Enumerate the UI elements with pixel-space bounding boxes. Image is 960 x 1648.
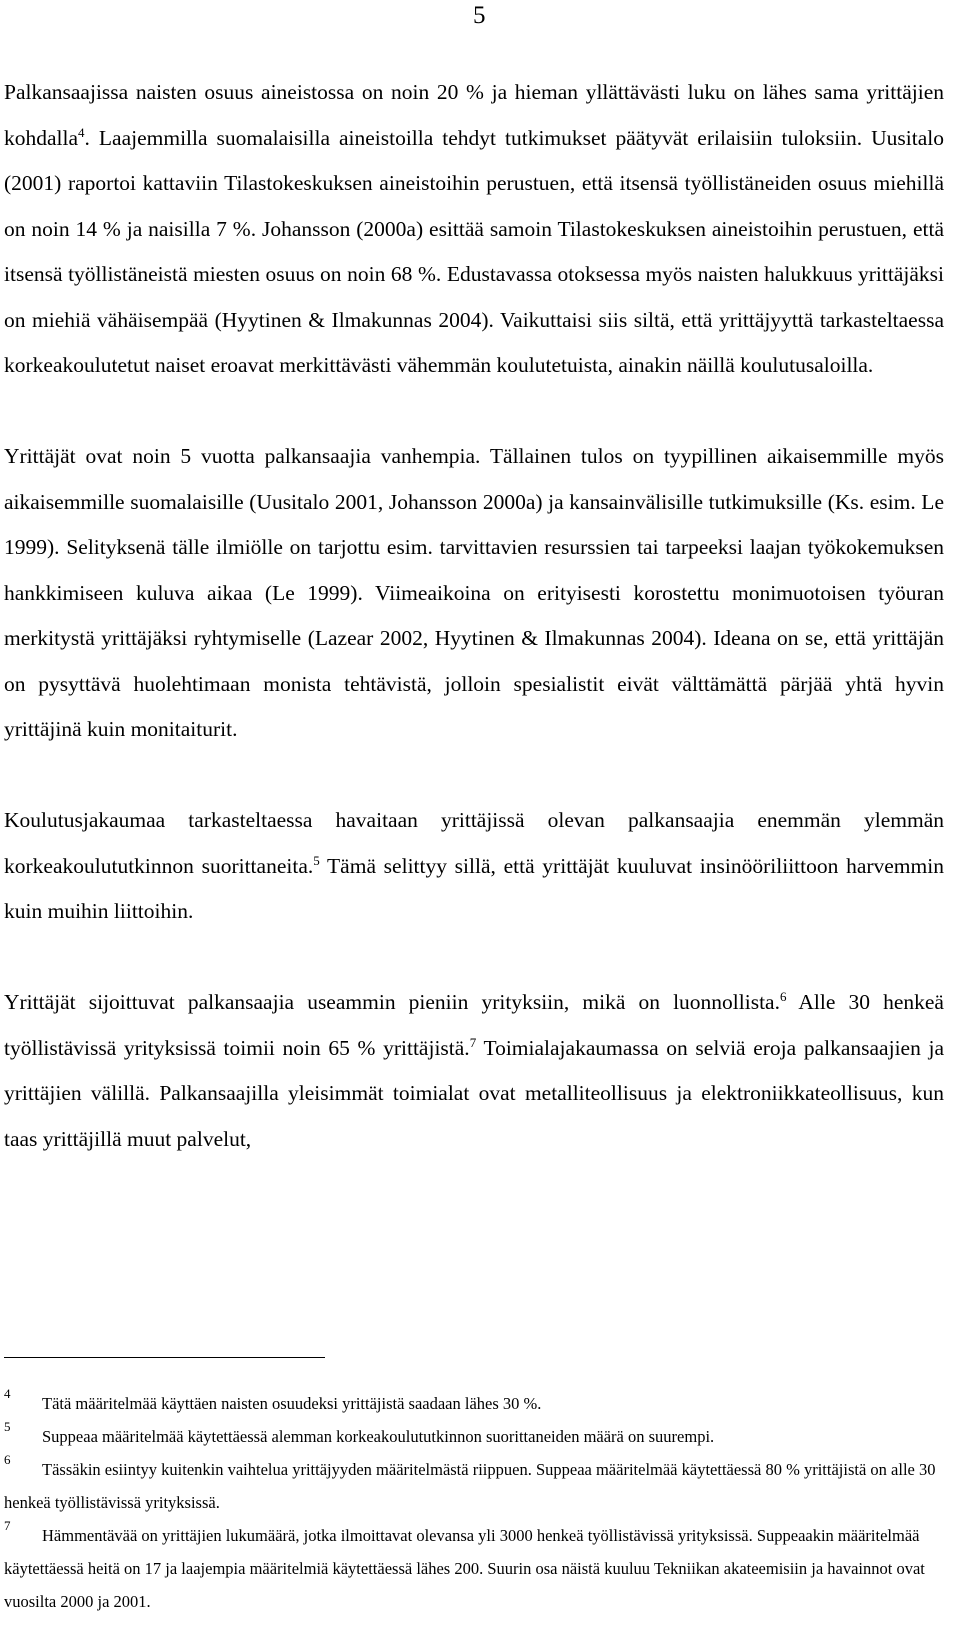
paragraph-text: Yrittäjät ovat noin 5 vuotta palkansaajia vanhempia. Tällainen tulos on tyypillinen aikaisemmille myös aikaisemmille suomalaisille (Uusitalo 2001, Johansson 2000a) ja kansainvälisille tutkimuksille (Ks. esim. Le 1999). Selityksenä tälle ilmiölle on tarjottu esim. tarvittavien resurssien tai tarpeeksi laajan työkokemuksen hankkimiseen kuluva aikaa (Le 1999). Viimeaikoina on erityisesti korostettu monimuotoisen työuran merkitystä yrittäjäksi ryhtymiselle (Lazear 2002, Hyytinen & Ilmakunnas 2004). Ideana on se, että yrittäjän on pysyttävä huolehtimaan monista tehtävistä, jolloin spesialistit eivät välttämättä pärjää yhtä hyvin yrittäjinä kuin monitaiturit. bbox=[4, 444, 944, 741]
paragraph-text: . Laajemmilla suomalaisilla aineistoilla tehdyt tutkimukset päätyvät erilaisiin tuloksiin. Uusitalo (2001) raportoi kattaviin Tilastokeskuksen aineistoihin perustuen, että itsensä työllistäneiden osuus miehillä on noin 14 % ja naisilla 7 %. Johansson (2000a) esittää samoin Tilastokeskuksen aineistoihin perustuen, että itsensä työllistäneistä miesten osuus on noin 68 %. Edustavassa otoksessa myös naisten halukkuus yrittäjäksi on miehiä vähäisempää (Hyytinen & Ilmakunnas 2004). Vaikuttaisi siis siltä, että yrittäjyyttä tarkasteltaessa korkeakoulutetut naiset eroavat merkittävästi vähemmän koulutetuista, ainakin näillä koulutusaloilla. bbox=[4, 125, 944, 377]
paragraph-firm-size bbox=[4, 980, 944, 1162]
footnote-ref-7[interactable]: 7 bbox=[469, 1034, 477, 1050]
footnote-divider bbox=[4, 1357, 325, 1358]
paragraph-text: Alle 30 henkeä työllistävissä yrityksissä toimii noin 65 % yrittäjistä. bbox=[4, 990, 944, 1060]
footnote-text: Suppeaa määritelmää käytettäessä alemman korkeakoulututkinnon suorittaneiden määrä on suurempi. bbox=[42, 1427, 715, 1446]
paragraph-text: Palkansaajissa naisten osuus aineistossa on noin 20 % ja hieman yllättävästi luku on lähes sama yrittäjien kohdalla bbox=[4, 80, 944, 150]
paragraph-gender-share bbox=[4, 70, 944, 389]
footnotes bbox=[4, 1387, 944, 1618]
footnote-number: 5 bbox=[4, 1419, 11, 1434]
footnote-4 bbox=[4, 1387, 944, 1420]
paragraph-text: Tämä selittyy sillä, että yrittäjät kuuluvat insinööriliittoon harvemmin kuin muihin liittoihin. bbox=[4, 853, 944, 923]
paragraph-education bbox=[4, 798, 944, 935]
paragraph-text: Yrittäjät sijoittuvat palkansaajia useammin pieniin yrityksiin, mikä on luonnollista. bbox=[4, 990, 780, 1014]
page-number: 5 bbox=[473, 2, 486, 29]
footnote-number: 6 bbox=[4, 1452, 11, 1467]
footnote-6 bbox=[4, 1453, 944, 1519]
footnote-text: Tässäkin esiintyy kuitenkin vaihtelua yrittäjyyden määritelmästä riippuen. Suppeaa määritelmää käytettäessä 80 % yrittäjistä on alle 30 henkeä työllistävissä yrityksissä. bbox=[4, 1460, 936, 1512]
footnote-5 bbox=[4, 1420, 944, 1453]
footnote-number: 4 bbox=[4, 1386, 11, 1401]
footnote-text: Hämmentävää on yrittäjien lukumäärä, jotka ilmoittavat olevansa yli 3000 henkeä työllistävissä yrityksissä. Suppeaakin määritelmää käytettäessä heitä on 17 ja laajempia määritelmiä käytettäessä lähes 200. Suurin osa näistä kuuluu Tekniikan akateemisiin ja havainnot ovat vuosilta 2000 ja 2001. bbox=[4, 1526, 925, 1611]
paragraph-age bbox=[4, 434, 944, 753]
body-text bbox=[0, 70, 944, 1162]
footnote-ref-6[interactable]: 6 bbox=[779, 989, 787, 1004]
paragraph-text: Koulutusjakaumaa tarkasteltaessa havaitaan yrittäjissä olevan palkansaajia enemmän ylemmän korkeakoulututkinnon suorittaneita. bbox=[4, 808, 944, 878]
footnote-number: 7 bbox=[4, 1518, 11, 1533]
footnote-text: Tätä määritelmää käyttäen naisten osuudeksi yrittäjistä saadaan lähes 30 %. bbox=[42, 1394, 542, 1413]
footnote-ref-5[interactable]: 5 bbox=[313, 852, 320, 868]
footnote-ref-4[interactable]: 4 bbox=[78, 124, 85, 140]
footnote-7 bbox=[4, 1519, 944, 1618]
paragraph-text: Toimialajakaumassa on selviä eroja palkansaajien ja yrittäjien välillä. Palkansaajilla yleisimmät toimialat ovat metalliteollisuus ja elektroniikkateollisuus, kun taas yrittäjillä muut palvelut, bbox=[4, 1035, 944, 1151]
